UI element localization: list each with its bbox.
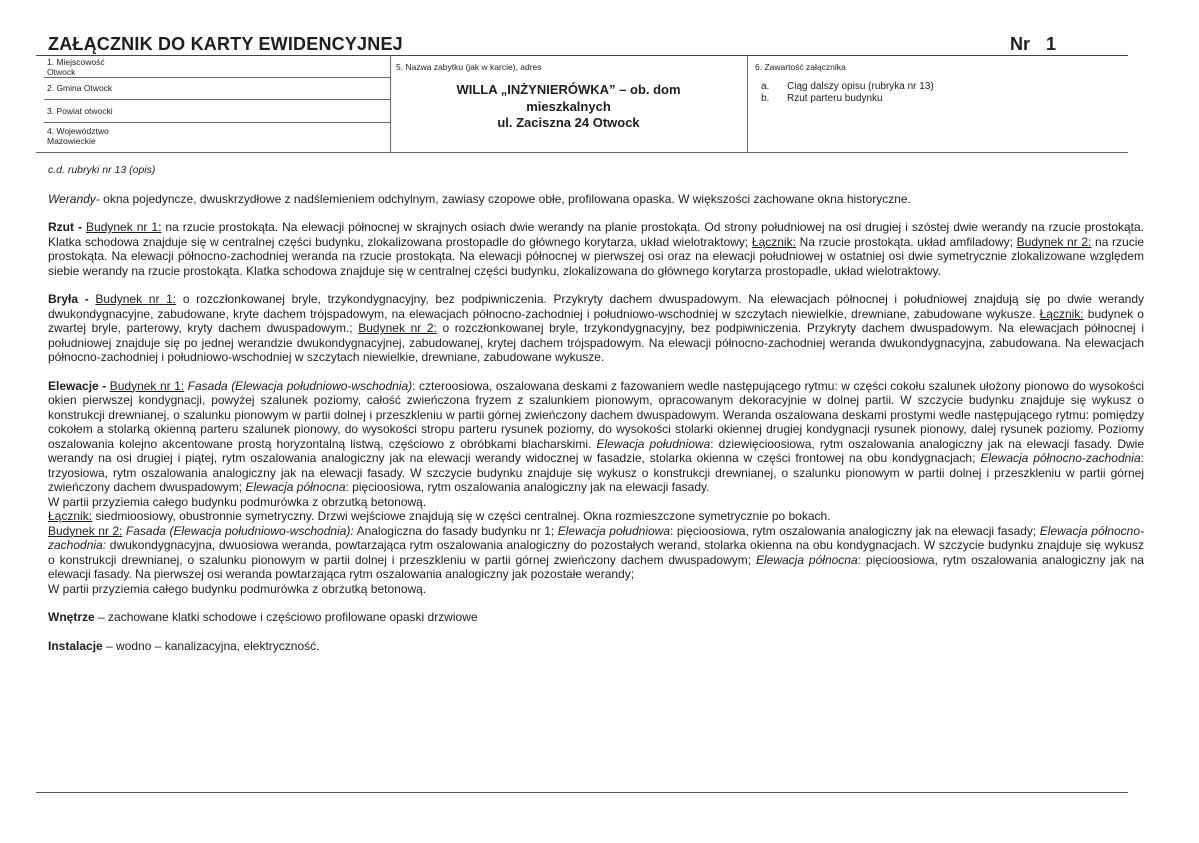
building-label: Budynek nr 2: <box>48 523 123 538</box>
section-heading: Werandy <box>48 191 96 206</box>
section-heading: Rzut - <box>48 220 82 234</box>
contents-list <box>761 81 934 104</box>
elevation-label: Fasada (Elewacja południowo-wschodnia): <box>122 523 354 538</box>
list-text: Rzut parteru budynku <box>787 92 883 104</box>
paragraph-werandy <box>48 192 1144 207</box>
section-heading: Instalacje <box>48 638 103 653</box>
paragraph-instalacje <box>48 639 1144 654</box>
list-marker: b. <box>761 92 770 104</box>
field-value: Mazowieckie <box>47 136 96 146</box>
paragraph-text: : trzyosiowa, rytm oszalowania analogiczny jak na elewacji fasady. W szczycie budynku znajduje się wykusz o konstrukcji drewnianej, o szalunku pionowym w partii dolnej i przeszkleniu w partii górnej zwieńczony dachem dwuspadowym; <box>48 451 1144 494</box>
field-value: Otwock <box>47 67 76 77</box>
building-label: Łącznik: <box>1039 306 1084 321</box>
field-miejscowosc <box>44 56 390 78</box>
list-item <box>761 93 934 105</box>
paragraph-text: : pięcioosiowa, rytm oszalowania analogiczny jak na elewacji fasady; <box>670 523 1040 538</box>
paragraph-text: : dziewięcioosiowa, rytm oszalowania analogiczny jak na elewacji fasady. Dwie werandy na osi drugiej i piątej, rytm oszalowania analogiczny jak na elewacji werandy widocznej w fasadzie, stolarka okienna w części frontowej na obu kondygnacjach; <box>48 436 1144 465</box>
elevation-label: Elewacja północno-zachodnia: <box>48 523 1145 552</box>
elevation-label: Elewacja północna <box>245 480 346 494</box>
elevation-label: Elewacja północna <box>755 552 858 567</box>
monument-name-line: WILLA „INŻYNIERÓWKA” – ob. dom <box>456 82 681 97</box>
field-label: 4. Województwo <box>47 126 109 136</box>
list-marker: a. <box>761 81 770 92</box>
building-label: Budynek nr 1: <box>95 292 177 306</box>
paragraph-text: o rozczłonkowanej bryle, trzykondygnacyjny, bez podpiwniczenia. Przykryty dachem dwuspadowym. Na elewacjach północnej i południowej znajdują się po dwie werandy dwukondygnacyjne, zabudowane, kryte dachem trójspadowym, na elewacjach północno-zachodniej i południowo-wschodniej w szczytach niewielkie, drewniane, zabudowane wykusze. <box>48 292 1144 321</box>
monument-address: ul. Zaciszna 24 Otwock <box>497 115 640 130</box>
paragraph-text: Analogiczna do fasady budynku nr 1; <box>353 523 558 538</box>
field-label: 6. Zawartość załącznika <box>755 62 846 72</box>
section-heading: Elewacje - <box>48 378 107 393</box>
elevation-label: Elewacja południowa <box>596 436 711 451</box>
paragraph-text: – zachowane klatki schodowe i częściowo profilowane opaski drzwiowe <box>94 610 478 624</box>
document-title: ZAŁĄCZNIK DO KARTY EWIDENCYJNEJ <box>48 34 403 54</box>
paragraph-text: Na rzucie prostokąta. układ amfiladowy; <box>795 234 1017 249</box>
paragraph-text: W partii przyziemia całego budynku podmurówka z obrzutką betonową. <box>48 494 427 509</box>
monument-name-column <box>390 56 748 152</box>
field-powiat <box>44 100 390 123</box>
paragraph-text: - okna pojedyncze, dwuskrzydłowe z nadślemieniem odchylnym, zawiasy czopowe obłe, profilowana opaska. W większości zachowane okna historyczne. <box>95 191 911 206</box>
paragraph-text: W partii przyziemia całego budynku podmurówka z obrzutką betonową. <box>48 581 427 596</box>
section-heading: Wnętrze <box>48 610 95 624</box>
bottom-rule <box>36 792 1128 793</box>
field-value: 3. Powiat otwocki <box>47 106 113 116</box>
building-label: Budynek nr 2: <box>1016 234 1092 249</box>
section-heading: Bryła - <box>48 292 89 306</box>
location-column <box>44 56 391 152</box>
paragraph-text: dwukondygnacyjna, dwuosiowa weranda, powtarzająca rytm oszalowania analogiczny do pozostałych werand, stolarka okienna na obu kondygnacjach. W szczycie budynku znajduje się wykusz o konstrukcji drewnianej, o szalunku pionowym w partii dolnej i przeszkleniu w partii górnej zwieńczony dachem dwuspadowym; <box>48 538 1144 567</box>
list-text: Ciąg dalszy opisu (rubryka nr 13) <box>787 81 934 92</box>
paragraph-text: siedmioosiowy, obustronnie symetryczny. Drzwi wejściowe znajdują się w części centralnej. Okna rozmieszczone symetrycznie po bokach. <box>92 509 831 523</box>
paragraph-elewacje <box>48 379 1144 597</box>
building-label: Budynek nr 2: <box>358 321 437 335</box>
field-label: 1. Miejscowość <box>47 57 105 67</box>
header-table <box>36 56 1128 153</box>
continuation-note: c.d. rubryki nr 13 (opis) <box>48 164 156 176</box>
list-item <box>761 81 934 93</box>
paragraph-text: na rzucie prostokąta. Na elewacji północnej w skrajnych osiach dwie werandy na planie prostokąta. Od strony południowej na osi drugiej i szóstej dwie werandy na rzucie prostokąta. Klatka schodowa znajduje się w centralnej części budynku, zlokalizowana prostopadle do głównego korytarza, układ wielotraktowy; <box>48 220 1145 249</box>
building-label: Łącznik: <box>48 509 93 523</box>
paragraph-text: : pięcioosiowa, rytm oszalowania analogiczny jak na elewacji fasady. Na pierwszej osi weranda powtarzająca rytm oszalowania analogiczny jak pozostałe werandy; <box>48 552 1144 581</box>
field-wojewodztwo <box>44 123 390 152</box>
paragraph-rzut <box>48 220 1144 278</box>
elevation-label: Elewacja południowa <box>557 523 671 538</box>
paragraph-text: : pięcioosiowa, rytm oszalowania analogiczny jak na elewacji fasady. <box>345 480 710 494</box>
paragraph-bryla <box>48 292 1144 365</box>
paragraph-text: – wodno – kanalizacyjna, elektryczność. <box>102 638 320 653</box>
nr-label: Nr <box>1010 34 1031 54</box>
paragraph-text: na rzucie prostokąta. Na elewacji północno-zachodniej weranda na rzucie prostokąta. Na elewacji północnej w pierwszej osi oraz na elewacji południowej w ostatniej osi dwie symetrycznie zlokalizowane względem siebie werandy na rzucie prostokąta. Klatka schodowa znajduje się w centralnej części budynku, zlokalizowana do głównego korytarza prostopadle, układ wielotraktowy. <box>48 234 1145 278</box>
field-label: 5. Nazwa zabytku (jak w karcie), adres <box>396 62 542 72</box>
nr-value: 1 <box>1046 34 1057 54</box>
elevation-label: Elewacja północno-zachodnia <box>980 451 1141 465</box>
building-label: Budynek nr 1: <box>86 220 162 234</box>
field-value: 2. Gmina Otwock <box>47 83 113 93</box>
document-number <box>1010 34 1056 55</box>
elevation-label: Fasada (Elewacja południowo-wschodnia) <box>184 378 413 393</box>
attachment-contents-column <box>747 56 1128 152</box>
description-body <box>48 163 1144 667</box>
paragraph-wnetrze <box>48 610 1144 625</box>
monument-name <box>400 82 737 132</box>
building-label: Łącznik: <box>751 234 796 249</box>
paragraph-text: budynek o zwartej bryle, parterowy, kryty dachem dwuspadowym.; <box>48 306 1144 335</box>
monument-name-line: mieszkalnych <box>526 98 611 114</box>
building-label: Budynek nr 1: <box>109 378 185 393</box>
paragraph-text: o rozczłonkowanej bryle, trzykondygnacyjny, bez podpiwniczenia. Przykryty dachem dwuspadowym. Na elewacjach północnej i południowej znajduje się po jednej werandzie dwukondygnacyjnej, zabudowanej, krytej dachem trójspadowym. Na elewacji północno-zachodniej weranda dwukondygnacyjna, zabudowana. Na elewacjach północno-zachodniej i południowo-wschodniej w szczytach niewielkie, drewniane, zabudowane wykusze. <box>48 321 1144 364</box>
paragraph-text: : czteroosiowa, oszalowana deskami z fazowaniem wedle następującego rytmu: w części cokołu szalunek ułożony pionowo do wysokości okien pierwszej kondygnacji, powyżej szalunek poziomy, całość zwieńczona fryzem z szalunkiem pionowym, opracowanym dekoracyjnie w dolnej partii. W szczycie budynku znajduje się wykusz o konstrukcji drewnianej, o szalunku pionowym w partii dolnej i przeszkleniu w partii górnej zwieńczony dachem dwuspadowym. Weranda oszalowana deskami prostymi wedle następującego rytmu: pomiędzy cokołem a stolarką okienną parteru szalunek pionowy, do wysokości stropu parteru rysunek poziomy, do wysokości stolarki okiennej drugiej kondygnacji rysunek pionowy, dalej rysunek poziomy. Poziomy oszalowania kolejno akcentowane prostą horyzontalną listwą, częściowo z obróbkami blacharskimi. <box>48 378 1145 451</box>
field-gmina <box>44 78 390 100</box>
